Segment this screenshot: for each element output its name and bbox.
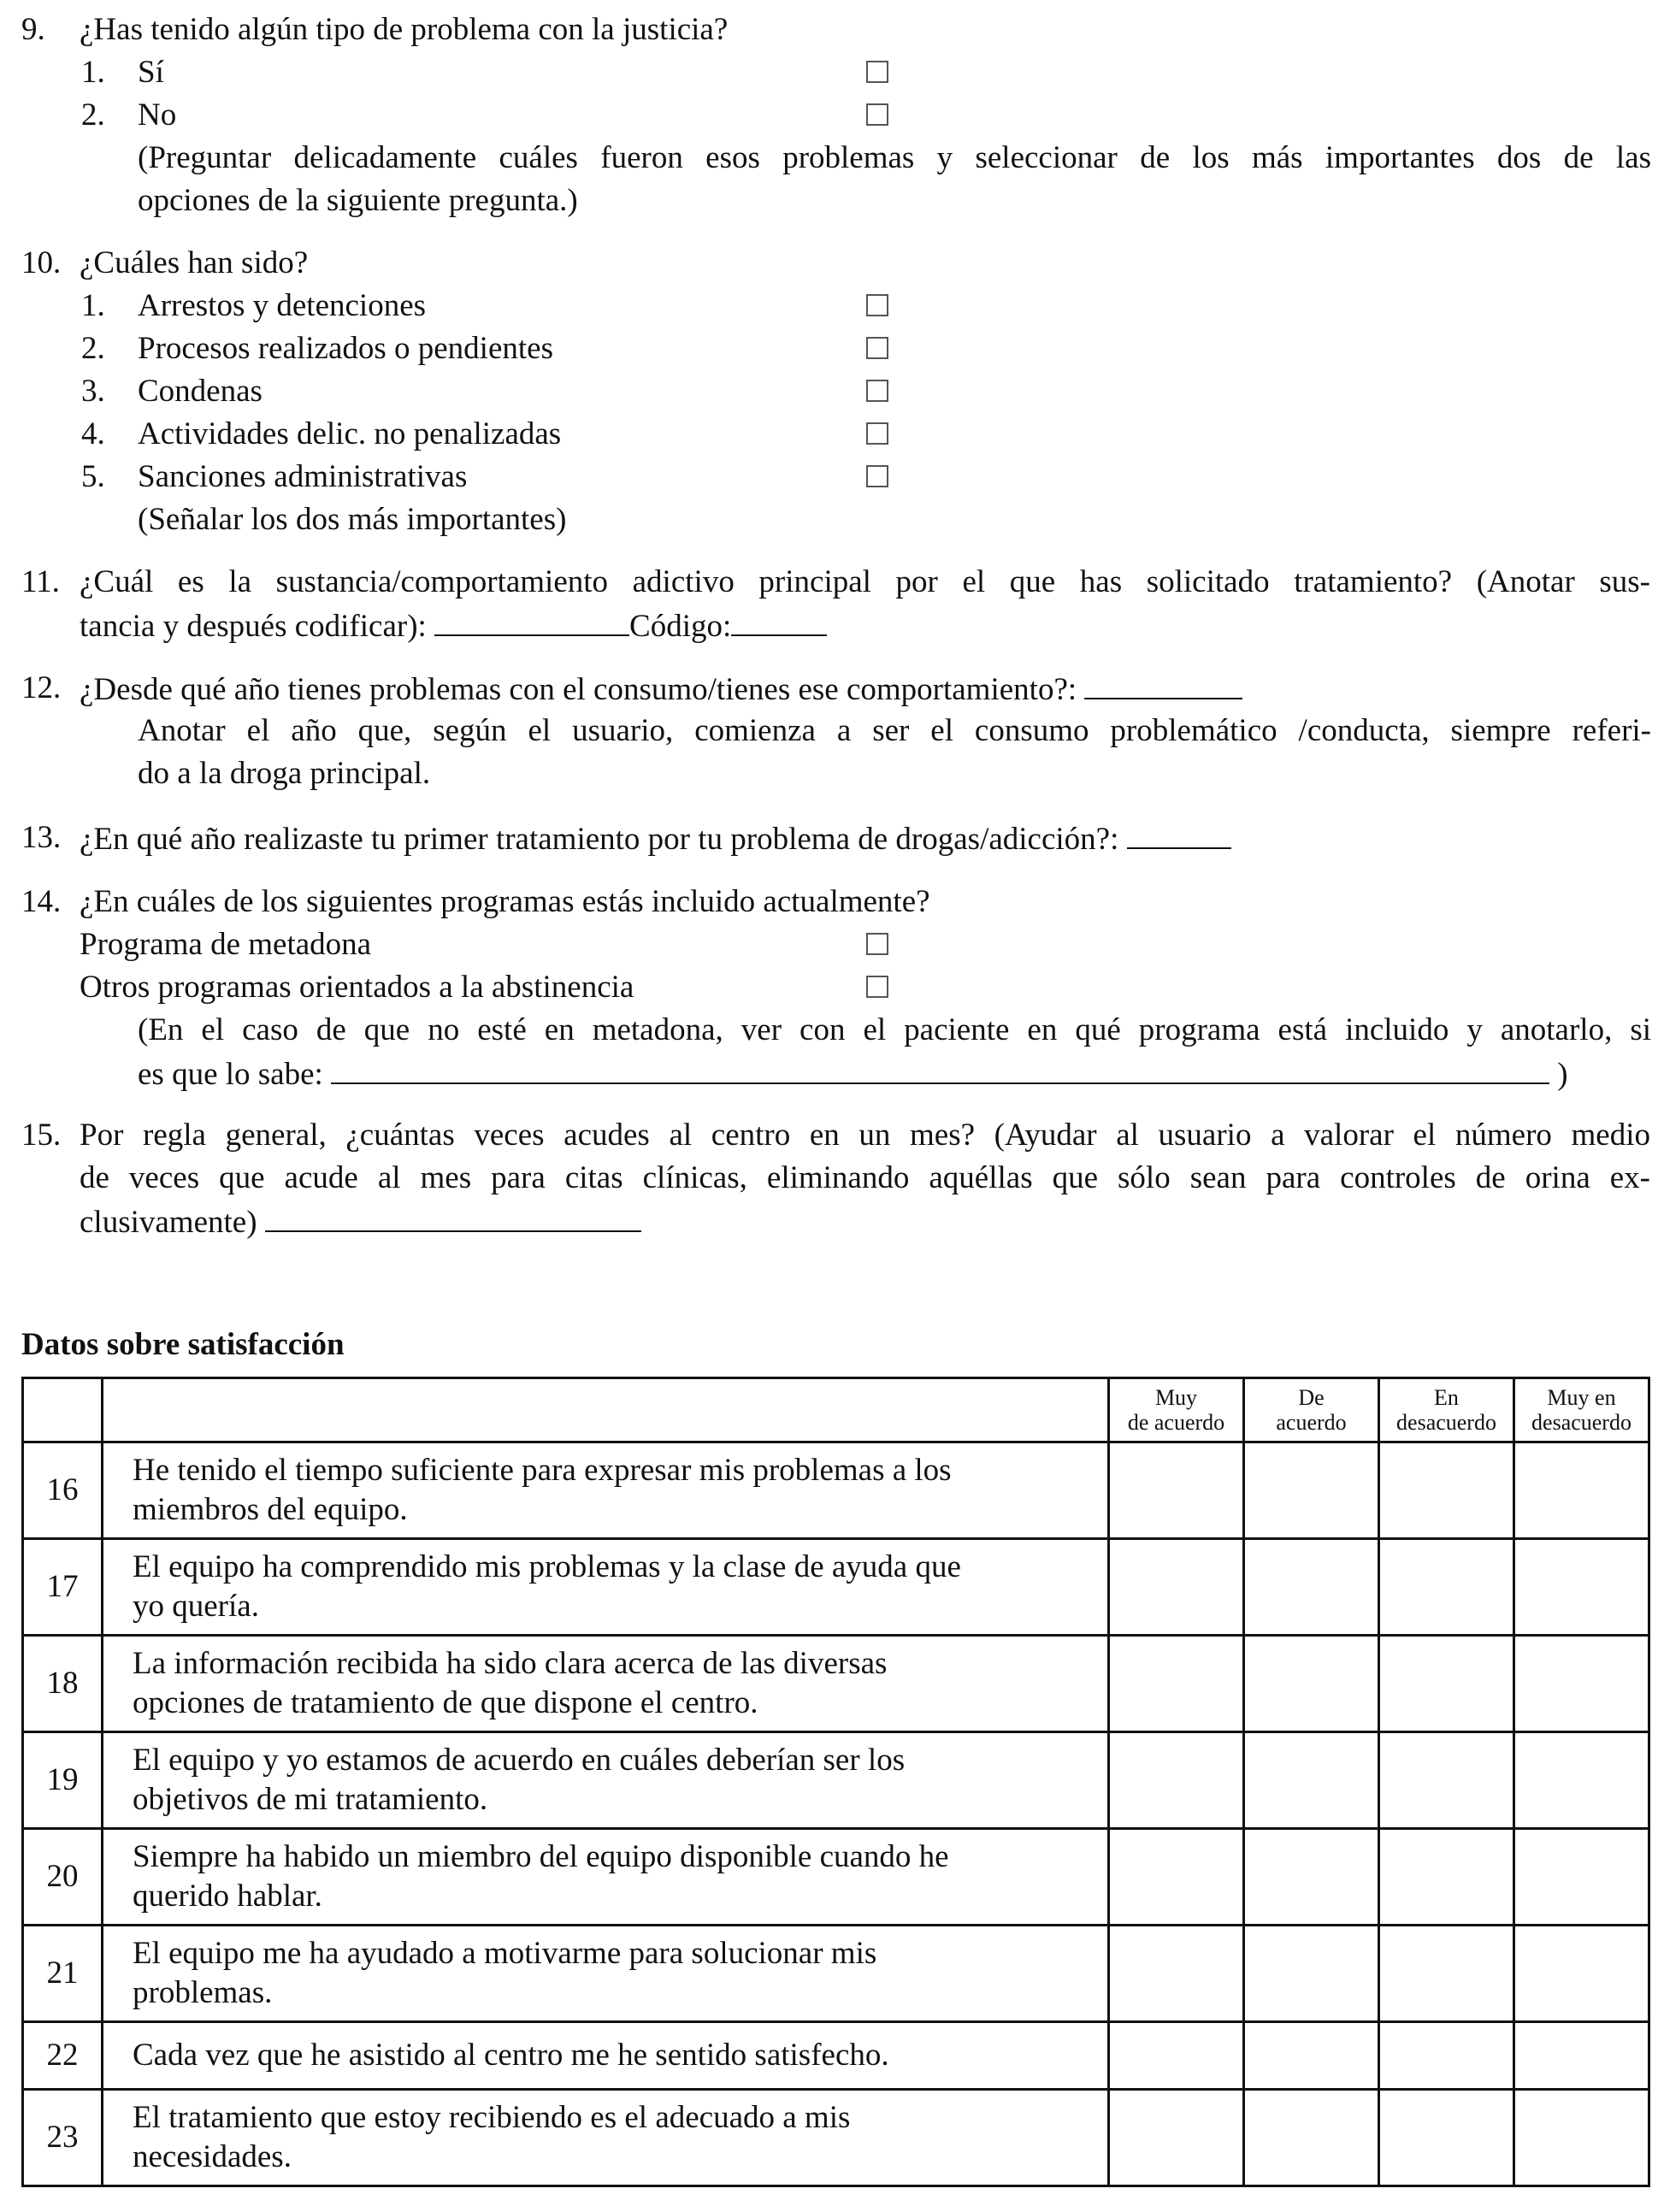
code-label: Código: xyxy=(629,609,732,644)
item-number: 16 xyxy=(23,1442,103,1539)
question-text: Por regla general, ¿cuántas veces acudes al centro en un mes? (Ayudar al usuario a valorar el número medio xyxy=(80,1118,1650,1153)
question-number: 12. xyxy=(21,670,62,705)
table-row xyxy=(23,1636,1649,1732)
item-text: El tratamiento que estoy recibiendo es el adecuado a mis necesidades. xyxy=(103,2090,1109,2186)
question-15 xyxy=(21,1114,1650,1242)
year-answer-blank[interactable] xyxy=(1084,667,1242,699)
question-text: ¿Cuáles han sido? xyxy=(80,245,309,280)
answer-cell[interactable] xyxy=(1514,1539,1649,1636)
answer-cell[interactable] xyxy=(1109,2090,1244,2186)
question-number: 15. xyxy=(21,1118,62,1153)
program-answer-blank[interactable] xyxy=(331,1052,1549,1084)
question-number: 11. xyxy=(21,564,60,599)
item-text: La información recibida ha sido clara acerca de las diversas opciones de tratamiento de que dispone el centro. xyxy=(103,1636,1109,1732)
question-text: tancia y después codificar): xyxy=(80,609,427,644)
section-title: Datos sobre satisfacción xyxy=(21,1327,345,1362)
instruction-note: opciones de la siguiente pregunta.) xyxy=(138,183,578,218)
column-header: En desacuerdo xyxy=(1379,1378,1514,1442)
question-text: ¿En qué año realizaste tu primer tratamiento por tu problema de drogas/adicción?: xyxy=(80,822,1119,857)
answer-cell[interactable] xyxy=(1244,1732,1379,1829)
table-row xyxy=(23,1442,1649,1539)
item-text: Siempre ha habido un miembro del equipo disponible cuando he querido hablar. xyxy=(103,1829,1109,1926)
instruction-note: do a la droga principal. xyxy=(138,756,431,791)
question-text: ¿Cuál es la sustancia/comportamiento adictivo principal por el que has solicitado tratamiento? (Anotar sus- xyxy=(80,564,1650,599)
option-procesos: 2. Procesos realizados o pendientes xyxy=(21,327,1650,370)
column-header: Muy en desacuerdo xyxy=(1514,1378,1649,1442)
option-no: 2. No xyxy=(21,94,1650,137)
answer-cell[interactable] xyxy=(1379,1442,1514,1539)
answer-cell[interactable] xyxy=(1109,2022,1244,2090)
item-number: 23 xyxy=(23,2090,103,2186)
column-header: Muy de acuerdo xyxy=(1109,1378,1244,1442)
table-row xyxy=(23,1829,1649,1926)
answer-cell[interactable] xyxy=(1514,1636,1649,1732)
answer-cell[interactable] xyxy=(1514,1829,1649,1926)
item-text: Cada vez que he asistido al centro me he sentido satisfecho. xyxy=(103,2022,1109,2090)
answer-cell[interactable] xyxy=(1109,1829,1244,1926)
item-number: 17 xyxy=(23,1539,103,1636)
question-9 xyxy=(21,9,1650,222)
checkbox-arrestos[interactable] xyxy=(866,294,888,316)
item-number: 21 xyxy=(23,1926,103,2022)
checkbox-abstinencia[interactable] xyxy=(866,976,888,998)
answer-cell[interactable] xyxy=(1379,1539,1514,1636)
question-text: ¿Has tenido algún tipo de problema con la justicia? xyxy=(80,12,729,47)
instruction-note: (Preguntar delicadamente cuáles fueron esos problemas y seleccionar de los más importantes dos de las xyxy=(138,140,1651,175)
question-text: ¿En cuáles de los siguientes programas estás incluido actualmente? xyxy=(80,884,930,919)
instruction-note: Anotar el año que, según el usuario, comienza a ser el consumo problemático /conducta, siempre referi- xyxy=(138,713,1651,748)
option-metadona: Programa de metadona xyxy=(21,923,1650,966)
answer-cell[interactable] xyxy=(1379,2022,1514,2090)
table-row xyxy=(23,2022,1649,2090)
answer-cell[interactable] xyxy=(1379,1732,1514,1829)
checkbox-actividades[interactable] xyxy=(866,422,888,445)
option-arrestos: 1. Arrestos y detenciones xyxy=(21,285,1650,327)
answer-cell[interactable] xyxy=(1109,1539,1244,1636)
instruction-note: es que lo sabe: xyxy=(138,1057,323,1092)
substance-answer-blank[interactable] xyxy=(434,604,629,636)
answer-cell[interactable] xyxy=(1514,2022,1649,2090)
question-14: 14. ¿En cuáles de los siguientes programas estás incluido actualmente? Programa de metadona Otros programas orientados a la abstinencia (En el caso de que no esté en metadona, ver con el paciente en qué programa está incluido y anotarlo, si es que lo sabe: ) xyxy=(21,881,1650,1094)
option-condenas: 3. Condenas xyxy=(21,370,1650,413)
checkbox-si[interactable] xyxy=(866,61,888,83)
answer-cell[interactable] xyxy=(1379,1926,1514,2022)
column-header: De acuerdo xyxy=(1244,1378,1379,1442)
table-row xyxy=(23,1732,1649,1829)
checkbox-sanciones[interactable] xyxy=(866,465,888,487)
table-row xyxy=(23,1926,1649,2022)
answer-cell[interactable] xyxy=(1514,2090,1649,2186)
answer-cell[interactable] xyxy=(1244,1636,1379,1732)
item-text: El equipo ha comprendido mis problemas y la clase de ayuda que yo quería. xyxy=(103,1539,1109,1636)
answer-cell[interactable] xyxy=(1244,2090,1379,2186)
table-header-row xyxy=(23,1378,1649,1442)
question-13 xyxy=(21,817,1650,859)
item-text: El equipo me ha ayudado a motivarme para solucionar mis problemas. xyxy=(103,1926,1109,2022)
question-text: ¿Desde qué año tienes problemas con el consumo/tienes ese comportamiento?: xyxy=(80,672,1077,707)
checkbox-no[interactable] xyxy=(866,103,888,126)
answer-cell[interactable] xyxy=(1109,1442,1244,1539)
answer-cell[interactable] xyxy=(1379,2090,1514,2186)
question-12 xyxy=(21,667,1650,795)
option-abstinencia: Otros programas orientados a la abstinencia xyxy=(21,966,1650,1009)
table-row xyxy=(23,2090,1649,2186)
question-number: 10. xyxy=(21,245,62,280)
answer-cell[interactable] xyxy=(1244,2022,1379,2090)
question-number: 14. xyxy=(21,884,62,919)
option-sanciones: 5. Sanciones administrativas xyxy=(21,456,1650,498)
visits-answer-blank[interactable] xyxy=(265,1200,641,1232)
item-text: He tenido el tiempo suficiente para expresar mis problemas a los miembros del equipo. xyxy=(103,1442,1109,1539)
checkbox-metadona[interactable] xyxy=(866,933,888,955)
answer-cell[interactable] xyxy=(1244,1829,1379,1926)
satisfaction-table xyxy=(21,1377,1650,2187)
question-number: 9. xyxy=(21,12,45,47)
answer-cell[interactable] xyxy=(1514,1732,1649,1829)
item-text: El equipo y yo estamos de acuerdo en cuáles deberían ser los objetivos de mi tratamiento. xyxy=(103,1732,1109,1829)
answer-cell[interactable] xyxy=(1244,1442,1379,1539)
answer-cell[interactable] xyxy=(1109,1926,1244,2022)
answer-cell[interactable] xyxy=(1379,1829,1514,1926)
item-number: 20 xyxy=(23,1829,103,1926)
answer-cell[interactable] xyxy=(1109,1636,1244,1732)
answer-cell[interactable] xyxy=(1244,1926,1379,2022)
item-number: 22 xyxy=(23,2022,103,2090)
instruction-note: (Señalar los dos más importantes) xyxy=(138,502,567,537)
option-actividades: 4. Actividades delic. no penalizadas xyxy=(21,413,1650,456)
item-number: 19 xyxy=(23,1732,103,1829)
answer-cell[interactable] xyxy=(1244,1539,1379,1636)
checkbox-condenas[interactable] xyxy=(866,380,888,402)
question-11 xyxy=(21,561,1650,646)
question-text: clusivamente) xyxy=(80,1205,257,1240)
question-number: 13. xyxy=(21,820,62,855)
answer-cell[interactable] xyxy=(1514,1926,1649,2022)
answer-cell[interactable] xyxy=(1109,1732,1244,1829)
question-text: de veces que acude al mes para citas clínicas, eliminando aquéllas que sólo sean para controles de orina ex- xyxy=(80,1160,1650,1195)
item-number: 18 xyxy=(23,1636,103,1732)
instruction-note: (En el caso de que no esté en metadona, ver con el paciente en qué programa está incluido y anotarlo, si xyxy=(138,1012,1651,1047)
code-answer-blank[interactable] xyxy=(731,604,827,636)
question-10 xyxy=(21,242,1650,541)
option-si: 1. Sí xyxy=(21,51,1650,94)
checkbox-procesos[interactable] xyxy=(866,337,888,359)
first-treatment-year-blank[interactable] xyxy=(1127,817,1231,849)
answer-cell[interactable] xyxy=(1379,1636,1514,1732)
table-row xyxy=(23,1539,1649,1636)
answer-cell[interactable] xyxy=(1514,1442,1649,1539)
